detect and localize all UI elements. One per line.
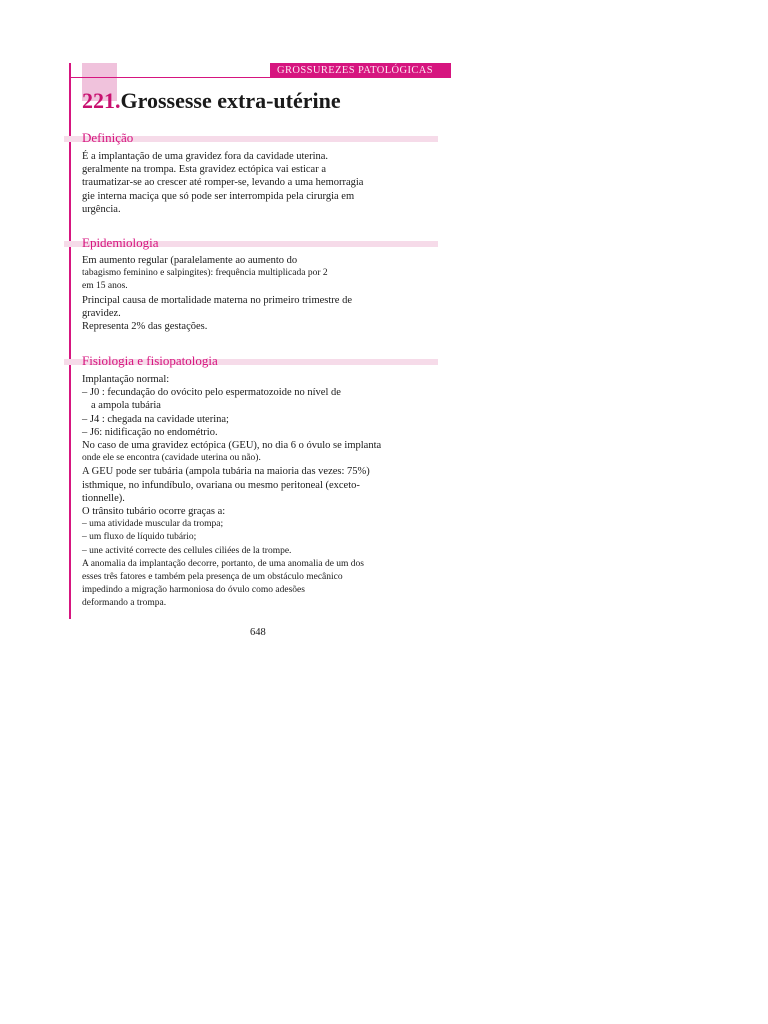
text-line: Em aumento regular (paralelamente ao aumento do bbox=[82, 255, 298, 266]
text-line: onde ele se encontra (cavidade uterina ou não). bbox=[82, 453, 261, 464]
section-heading-definicao: Definição bbox=[82, 130, 134, 145]
text-line: – J6: nidificação no endométrio. bbox=[82, 426, 218, 438]
text-line: Principal causa de mortalidade materna no primeiro trimestre de bbox=[82, 294, 352, 306]
chapter-number: 221. bbox=[82, 88, 121, 113]
text-line: traumatizar-se ao crescer até romper-se, levando a uma hemorragia bbox=[82, 177, 364, 189]
text-line: gie interna maciça que só pode ser interrompida pela cirurgia em bbox=[82, 190, 355, 202]
text-line: A GEU pode ser tubária (ampola tubária na maioria das vezes: 75%) bbox=[82, 466, 370, 478]
page-number: 648 bbox=[250, 627, 266, 638]
text-line: em 15 anos. bbox=[82, 281, 128, 292]
text-line: – uma atividade muscular da trompa; bbox=[82, 519, 224, 530]
text-line: No caso de uma gravidez ectópica (GEU), no dia 6 o óvulo se implanta bbox=[82, 440, 382, 452]
section-body-fisiologia bbox=[82, 373, 418, 611]
text-line: impedindo a migração harmoniosa do óvulo como adesões bbox=[82, 585, 305, 596]
text-line: a ampola tubária bbox=[91, 400, 161, 412]
header-rule bbox=[69, 77, 451, 78]
text-line: – une activité correcte des cellules ciliées de la trompe. bbox=[82, 545, 292, 556]
section-body-definicao bbox=[82, 150, 418, 216]
text-line: isthmique, no infundíbulo, ovariana ou mesmo peritoneal (exceto- bbox=[82, 479, 360, 491]
margin-rule bbox=[69, 63, 71, 619]
text-line: O trânsito tubário ocorre graças a: bbox=[82, 506, 226, 518]
chapter-title bbox=[82, 88, 341, 114]
running-header-banner bbox=[270, 63, 451, 78]
text-line: geralmente na trompa. Esta gravidez ectópica vai esticar a bbox=[82, 164, 327, 176]
text-line: urgência. bbox=[82, 203, 121, 215]
text-line: tionnelle). bbox=[82, 492, 125, 504]
text-line: É a implantação de uma gravidez fora da cavidade uterina. bbox=[82, 151, 329, 162]
text-line: – J4 : chegada na cavidade uterina; bbox=[82, 413, 229, 425]
section-body-epidemiologia bbox=[82, 254, 418, 333]
text-line: esses três fatores e também pela presença de um obstáculo mecânico bbox=[82, 572, 343, 583]
text-line: deformando a trompa. bbox=[82, 598, 167, 609]
section-heading-epidemiologia: Epidemiologia bbox=[82, 235, 159, 250]
text-line: A anomalia da implantação decorre, portanto, de uma anomalia de um dos bbox=[82, 558, 364, 569]
text-line: Representa 2% das gestações. bbox=[82, 321, 208, 333]
text-line: Implantação normal: bbox=[82, 374, 170, 385]
text-line: – J0 : fecundação do ovócito pelo espermatozoide no nível de bbox=[82, 387, 341, 399]
section-heading-fisiologia: Fisiologia e fisiopatologia bbox=[82, 353, 218, 368]
text-line: tabagismo feminino e salpingites): frequência multiplicada por 2 bbox=[82, 268, 328, 279]
text-line: – um fluxo de líquido tubário; bbox=[82, 532, 197, 543]
chapter-title-text: Grossesse extra-utérine bbox=[120, 88, 341, 113]
running-header-text: GROSSUREZES PATOLÓGICAS bbox=[277, 65, 433, 76]
text-line: gravidez. bbox=[82, 307, 121, 319]
